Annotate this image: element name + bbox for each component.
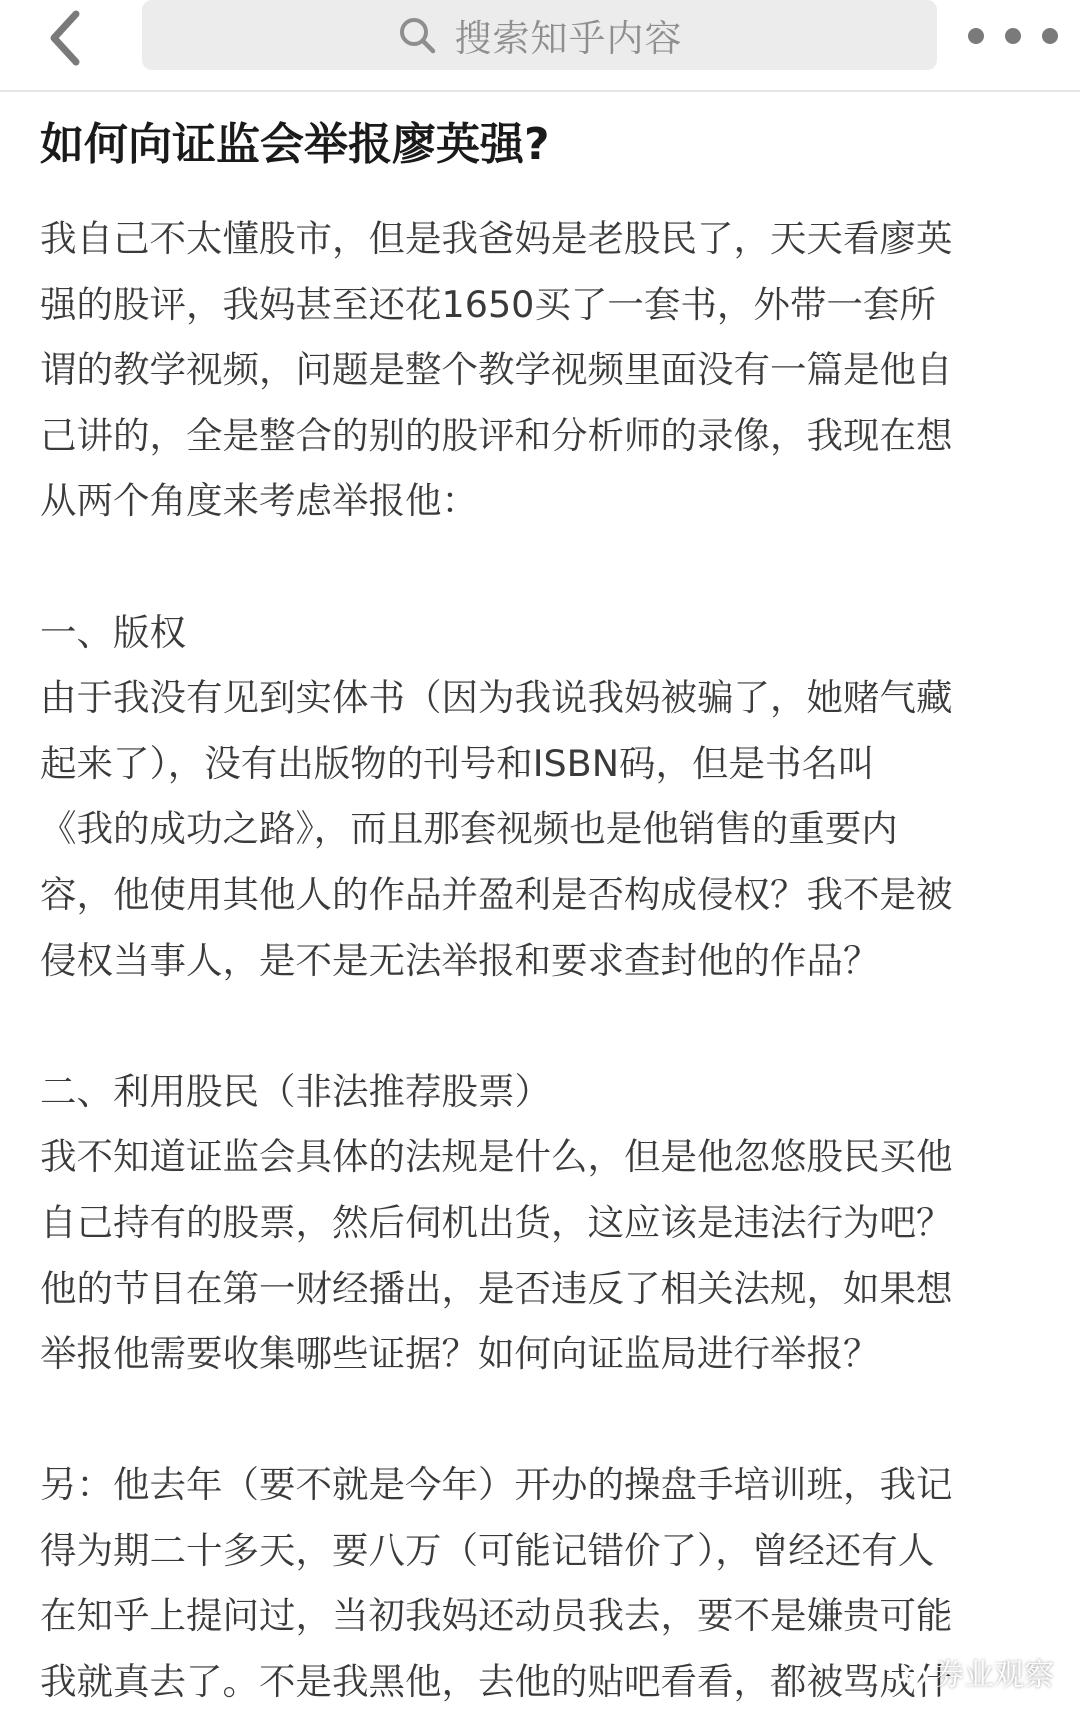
content-line: 《我的成功之路》，而且那套视频也是他销售的重要内 [40, 807, 898, 851]
content-line: 从两个角度来考虑举报他： [40, 479, 478, 523]
content-line [40, 534, 1050, 600]
search-placeholder: 搜索知乎内容 [454, 17, 683, 60]
top-bar [0, 0, 1080, 92]
content-line: 另：他去年（要不就是今年）开办的操盘手培训班，我记 [40, 1463, 953, 1507]
more-options-button[interactable] [968, 16, 1058, 56]
content-line: 在知乎上提问过，当初我妈还动员我去，要不是嫌贵可能 [40, 1594, 953, 1638]
content-line: 得为期二十多天，要八万（可能记错价了），曾经还有人 [40, 1528, 935, 1572]
question-title: 如何向证监会举报廖英强? [40, 119, 550, 170]
content-line: 强的股评，我妈甚至还花1650买了一套书，外带一套所 [40, 282, 936, 326]
content-line: 起来了），没有出版物的刊号和ISBN码，但是书名叫 [40, 741, 875, 785]
question-detail [40, 206, 1050, 1715]
content-line: 举报他需要收集哪些证据？如何向证监局进行举报？ [40, 1332, 880, 1376]
content-line: 他的节目在第一财经播出，是否违反了相关法规，如果想 [40, 1266, 953, 1310]
watermark [888, 1650, 1054, 1694]
content-line: 我就真去了。不是我黑他，去他的贴吧看看，都被骂成什 [40, 1660, 953, 1704]
content-line: 自己持有的股票，然后伺机出货，这应该是违法行为吧？ [40, 1200, 953, 1244]
content-line: 己讲的，全是整合的别的股评和分析师的录像，我现在想 [40, 413, 953, 457]
content-line: 一、版权 [40, 610, 186, 654]
content-line: 我自己不太懂股市，但是我爸妈是老股民了，天天看廖英 [40, 217, 953, 260]
chevron-left-icon [40, 8, 100, 68]
more-dots-icon [1042, 28, 1058, 44]
content-line: 二、利用股民（非法推荐股票） [40, 1069, 551, 1113]
more-dots-icon [1005, 28, 1021, 44]
content-line: 我不知道证监会具体的法规是什么，但是他忽悠股民买他 [40, 1135, 953, 1179]
content-line: 谓的教学视频，问题是整个教学视频里面没有一篇是他自 [40, 348, 953, 392]
watermark-text: 券业观察 [934, 1658, 1054, 1693]
search-input[interactable] [142, 0, 937, 70]
content-line: 侵权当事人，是不是无法举报和要求查封他的作品？ [40, 938, 880, 982]
more-dots-icon [968, 28, 984, 44]
wechat-icon [888, 1655, 928, 1689]
search-icon [397, 15, 437, 55]
content-line: 由于我没有见到实体书（因为我说我妈被骗了，她赌气藏 [40, 676, 953, 720]
content-line [40, 1387, 1050, 1453]
content-line: 容，他使用其他人的作品并盈利是否构成侵权？我不是被 [40, 872, 953, 916]
content-line [40, 993, 1050, 1059]
back-button[interactable] [40, 8, 100, 68]
